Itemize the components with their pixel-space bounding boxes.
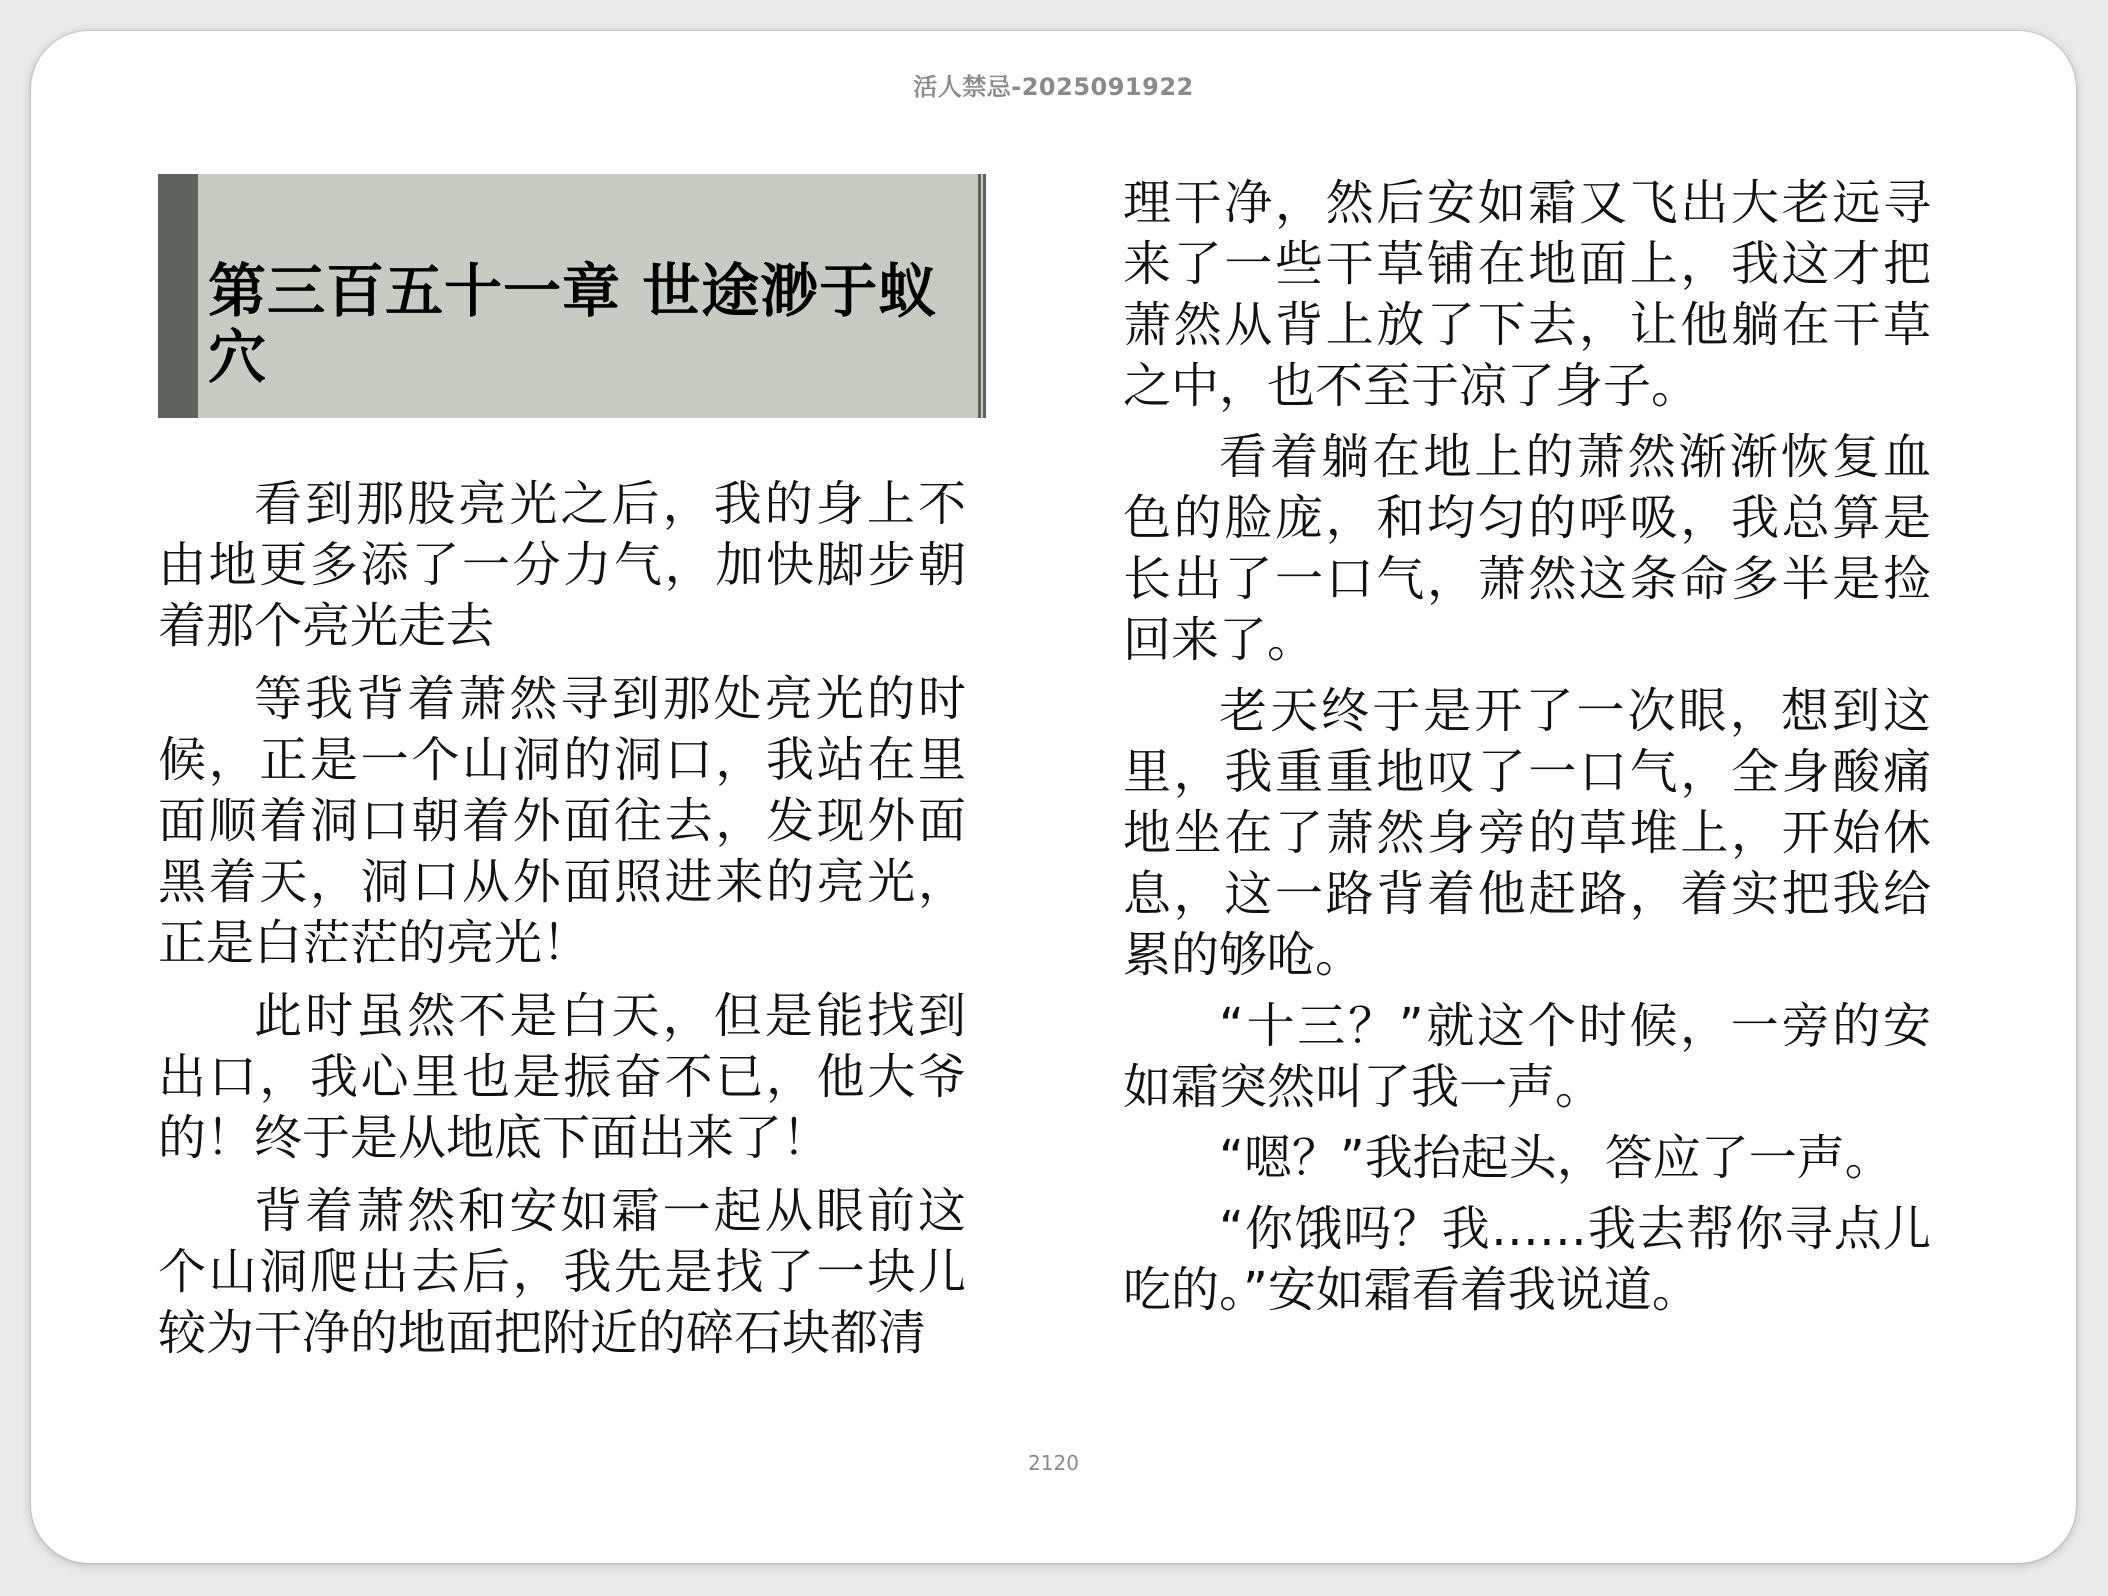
right-page-column: [1123, 173, 1931, 1331]
paragraph-continued: 理干净，然后安如霜又飞出大老远寻来了一些干草铺在地面上，我这才把萧然从背上放了下去，让他躺在干草之中，也不至于凉了身子。: [1123, 175, 1931, 414]
page-number: 2120: [1028, 1451, 1079, 1475]
paragraph: 看到那股亮光之后，我的身上不由地更多添了一分力气，加快脚步朝着那个亮光走去: [158, 476, 966, 654]
paragraph: 背着萧然和安如霜一起从眼前这个山洞爬出去后，我先是找了一块儿较为干净的地面把附近的碎石块都清: [158, 1183, 966, 1361]
book-reader-window: [31, 31, 2076, 1563]
paragraph: “十三？”就这个时候，一旁的安如霜突然叫了我一声。: [1123, 998, 1931, 1115]
paragraph: 看着躺在地上的萧然渐渐恢复血色的脸庞，和均匀的呼吸，我总算是长出了一口气，萧然这条命多半是捡回来了。: [1123, 429, 1931, 668]
paragraph: 此时虽然不是白天，但是能找到出口，我心里也是振奋不已，他大爷的！终于是从地底下面出来了！: [158, 988, 966, 1166]
chapter-title: 第三百五十一章 世途渺于蚁穴: [208, 257, 938, 391]
left-page-column: [158, 174, 966, 1376]
paragraph: “嗯？”我抬起头，答应了一声。: [1219, 1130, 1893, 1186]
chapter-heading: [158, 174, 986, 418]
paragraph: 老天终于是开了一次眼，想到这里，我重重地叹了一口气，全身酸痛地坐在了萧然身旁的草堆上，开始休息，这一路背着他赶路，着实把我给累的够呛。: [1123, 683, 1931, 983]
paragraph: “你饿吗？我……我去帮你寻点儿吃的。”安如霜看着我说道。: [1123, 1201, 1931, 1318]
paragraph: 等我背着萧然寻到那处亮光的时候，正是一个山洞的洞口，我站在里面顺着洞口朝着外面往去，发现外面黑着天，洞口从外面照进来的亮光，正是白茫茫的亮光！: [158, 671, 966, 971]
heading-end-bar: [978, 174, 986, 418]
heading-accent-bar: [158, 174, 198, 418]
book-title: 活人禁忌-2025091922: [913, 73, 1194, 101]
